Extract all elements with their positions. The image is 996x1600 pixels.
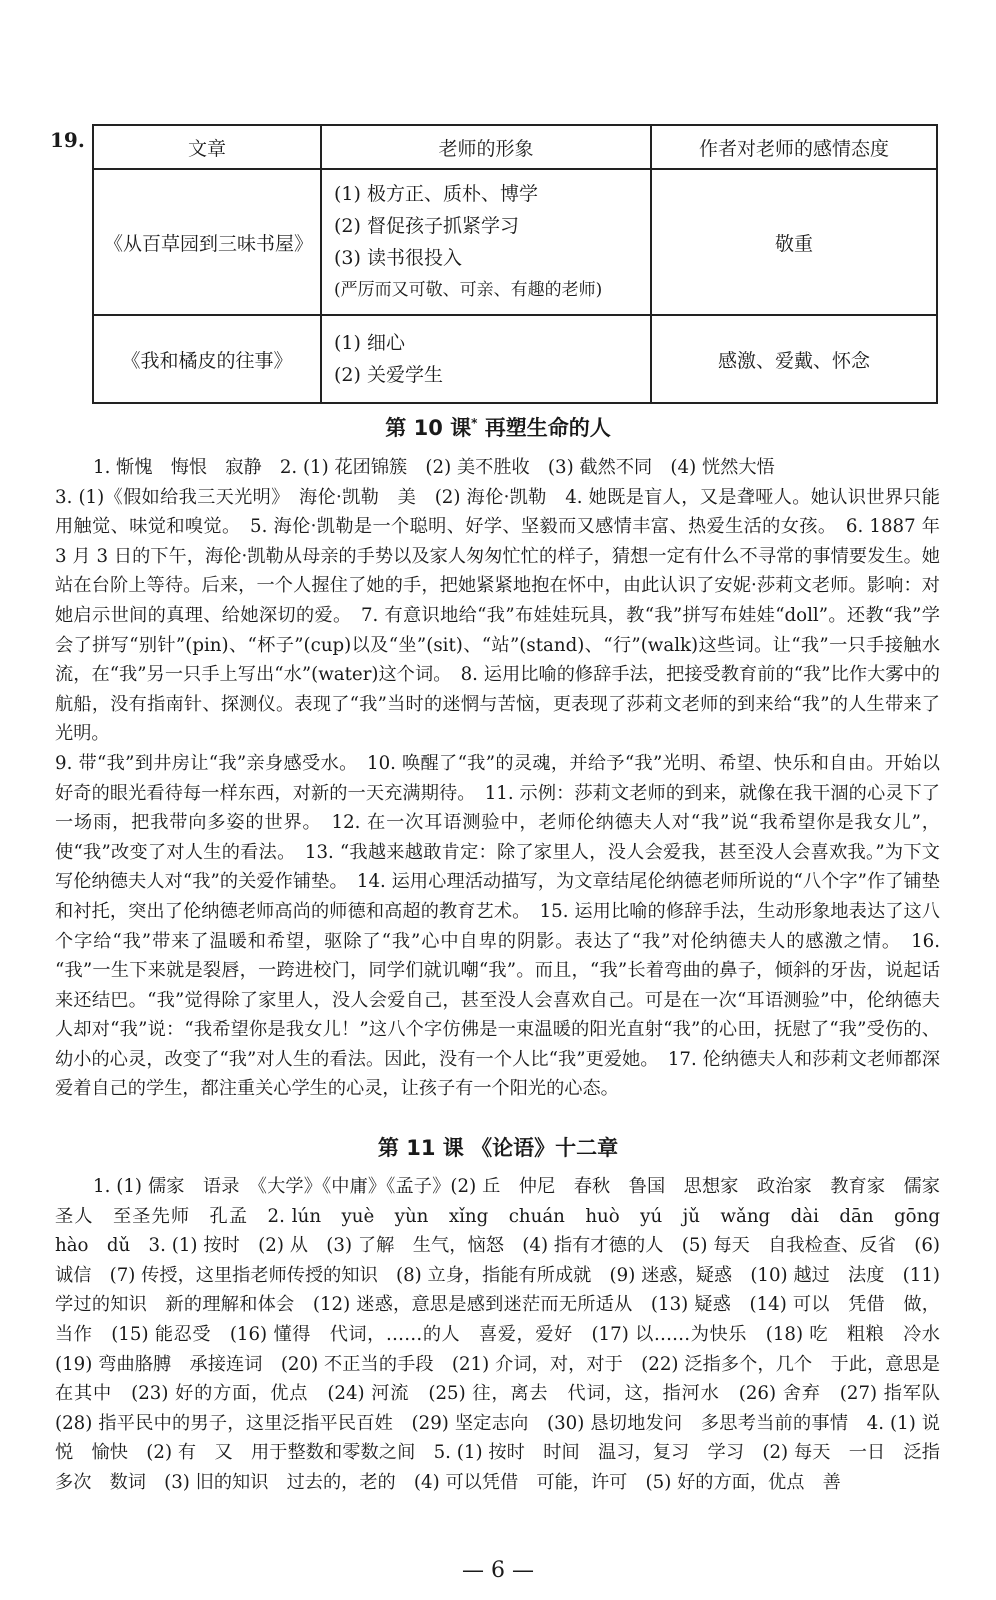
table-header-row [93,125,937,169]
header-attitude: 作者对老师的感情态度 [651,125,937,169]
answer-paragraph: 9. 带“我”到井房让“我”亲身感受水。 10. 唤醒了“我”的灵魂，并给予“我”光明、希望、快乐和自由。开始以好奇的眼光看待每一样东西，对新的一天充满期待。 11. 示例：莎莉文老师的到来，就像在我干涸的心灵下了一场雨，把我带向多姿的世界。 12. 在一次耳语测验中，老师伦纳德夫人对“我”说“我希望你是我女儿”，使“我”改变了对人生的看法。 13. “我越来越敢肯定：除了家里人，没人会爱我，甚至没人会喜欢我。”为下文写伦纳德夫人对“我”的关爱作铺垫。 14. 运用心理活动描写，为文章结尾伦纳德老师所说的“八个字”作了铺垫和衬托，突出了伦纳德老师高尚的师德和高超的教育艺术。 15. 运用比喻的修辞手法，生动形象地表达了这八个字给“我”带来了温暖和希望，驱除了“我”心中自卑的阴影。表达了“我”对伦纳德夫人的感激之情。 16. “我”一生下来就是裂唇，一跨进校门，同学们就讥嘲“我”。而且，“我”长着弯曲的鼻子，倾斜的牙齿，说起话来还结巴。“我”觉得除了家里人，没人会爱自己，甚至没人会喜欢自己。可是在一次“耳语测验”中，伦纳德夫人却对“我”说：“我希望你是我女儿！”这八个字仿佛是一束温暖的阳光直射“我”的心田，抚慰了“我”受伤的、幼小的心灵，改变了“我”对人生的看法。因此，没有一个人比“我”更爱她。 17. 伦纳德夫人和莎莉文老师都深爱着自己的学生，都注重关心学生的心灵，让孩子有一个阳光的心态。 [55,752,940,1100]
answer-paragraph: 1. (1) 儒家 语录 《大学》《中庸》《孟子》(2) 丘 仲尼 春秋 鲁国 思想家 政治家 教育家 儒家 圣人 至圣先师 孔孟 2. lún yuè yùn xǐng chuán huò yú jǔ wǎng dài dān gōng hào dǔ 3. (1) 按时 (2) 从 (3) 了解 生气，恼怒 (4) 指有才德的人 (5) 每天 自我检查、反省 (6) 诚信 (7) 传授，这里指老师传授的知识 (8) 立身，指能有所成就 (9) 迷惑，疑惑 (10) 越过 法度 (11) 学过的知识 新的理解和体会 (12) 迷惑，意思是感到迷茫而无所适从 (13) 疑惑 (14) 可以 凭借 做，当作 (15) 能忍受 (16) 懂得 代词，……的人 喜爱，爱好 (17) 以……为快乐 (18) 吃 粗粮 冷水 (19) 弯曲胳膊 承接连词 (20) 不正当的手段 (21) 介词，对，对于 (22) 泛指多个，几个 于此，意思是在其中 (23) 好的方面，优点 (24) 河流 (25) 往，离去 代词，这，指河水 (26) 舍弃 (27) 指军队 (28) 指平民中的男子，这里泛指平民百姓 (29) 坚定志向 (30) 恳切地发问 多思考当前的事情 4. (1) 说 悦 愉快 (2) 有 又 用于整数和零数之间 5. (1) 按时 时间 温习，复习 学习 (2) 每天 一日 泛指多次 数词 (3) 旧的知识 过去的，老的 (4) 可以凭借 可能，许可 (5) 好的方面，优点 善 [55,1176,959,1493]
lesson-10-subtitle: 再塑生命的人 [484,416,611,440]
teacher-image-cell [321,315,651,403]
image-line: (1) 细心 [334,332,405,354]
lesson-11-answers [55,1172,959,1498]
teacher-image-cell [321,169,651,315]
lesson-10-mark: * [471,416,478,430]
lesson-10-heading [0,412,996,442]
lesson-10-answers [55,453,940,1104]
teacher-comparison-table [92,124,938,404]
attitude-cell: 感激、爱戴、怀念 [651,315,937,403]
lesson-11-number: 第 11 课 [377,1136,464,1160]
image-line: (2) 督促孩子抓紧学习 [334,215,519,237]
image-line: (3) 读书很投入 [334,247,462,269]
lesson-11-subtitle: 《论语》十二章 [471,1136,619,1160]
image-line: (1) 极方正、质朴、博学 [334,183,538,205]
answer-paragraph: 1. 惭愧 悔恨 寂静 2. (1) 花团锦簇 (2) 美不胜收 (3) 截然不同 (4) 恍然大悟 [93,457,775,478]
image-note: (严厉而又可敬、可亲、有趣的老师) [334,280,603,300]
table-row [93,169,937,315]
page-number: — 6 — [462,1558,534,1583]
lesson-10-number: 第 10 课 [385,416,472,440]
article-cell: 《我和橘皮的往事》 [93,315,321,403]
attitude-cell: 敬重 [651,169,937,315]
image-line: (2) 关爱学生 [334,364,443,386]
answer-paragraph: 3. (1)《假如给我三天光明》 海伦·凯勒 美 (2) 海伦·凯勒 4. 她既是盲人，又是聋哑人。她认识世界只能用触觉、味觉和嗅觉。 5. 海伦·凯勒是一个聪明、好学、坚毅而又感情丰富、热爱生活的女孩。 6. 1887 年 3 月 3 日的下午，海伦·凯勒从母亲的手势以及家人匆匆忙忙的样子，猜想一定有什么不寻常的事情要发生。她站在台阶上等待。后来，一个人握住了她的手，把她紧紧地抱在怀中，由此认识了安妮·莎莉文老师。影响：对她启示世间的真理、给她深切的爱。 7. 有意识地给“我”布娃娃玩具，教“我”拼写布娃娃“doll”。还教“我”学会了拼写“别针”(pin)、“杯子”(cup)以及“坐”(sit)、“站”(stand)、“行”(walk)这些词。让“我”一只手接触水流，在“我”另一只手上写出“水”(water)这个词。 8. 运用比喻的修辞手法，把接受教育前的“我”比作大雾中的航船，没有指南针、探测仪。表现了“我”当时的迷惘与苦恼，更表现了莎莉文老师的到来给“我”的人生带来了光明。 [55,486,941,745]
header-teacher-image: 老师的形象 [321,125,651,169]
header-article: 文章 [93,125,321,169]
question-number: 19. [50,128,85,152]
table-row [93,315,937,403]
lesson-11-heading [0,1132,996,1162]
article-cell: 《从百草园到三味书屋》 [93,169,321,315]
